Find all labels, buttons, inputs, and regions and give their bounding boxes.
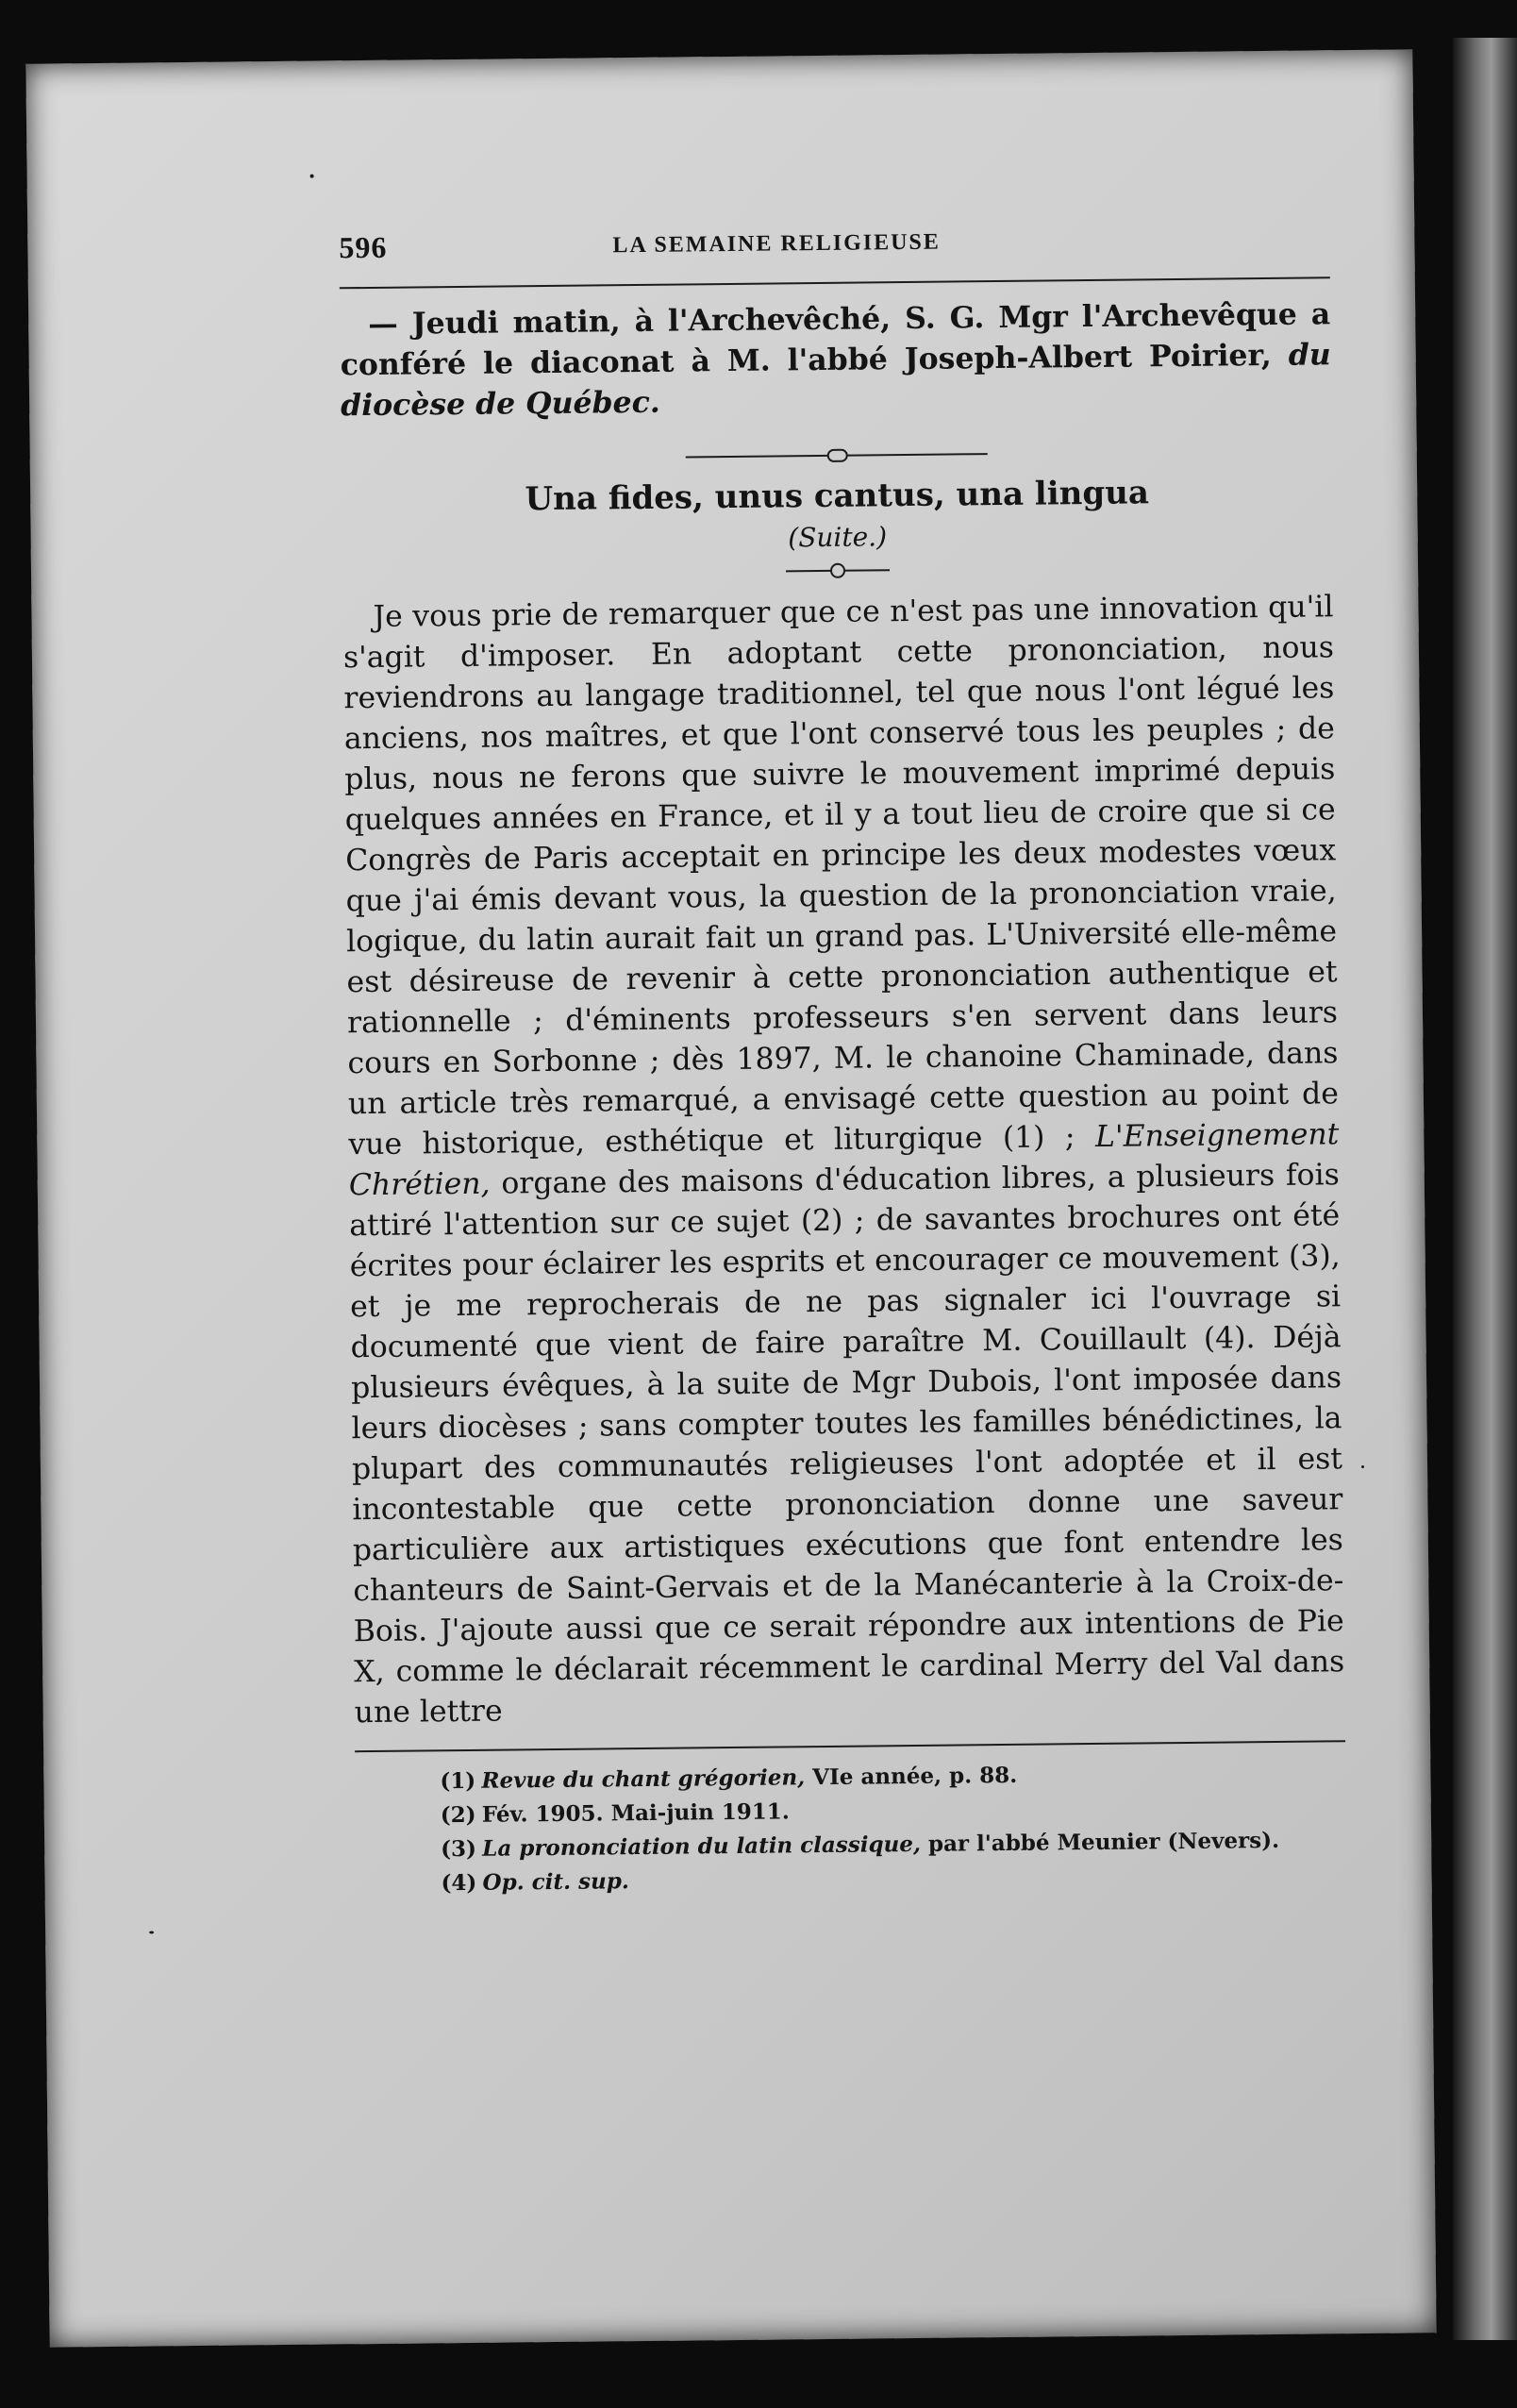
announcement-diocese: du diocèse de Québec.: [340, 337, 1331, 424]
adjacent-page-edge: [1453, 38, 1517, 2340]
dust-speck: [310, 175, 314, 178]
page-content: [339, 220, 1346, 1901]
journal-title: LA SEMAINE RELIGIEUSE: [612, 229, 941, 259]
footnote-text: par l'abbé Meunier (Nevers).: [920, 1827, 1280, 1857]
footnote-mark: (4): [441, 1869, 477, 1897]
separator-circle: [830, 563, 845, 578]
announcement-text: — Jeudi matin, à l'Archevêché, S. G. Mgr l'Archevêque a conféré le diaconat à M. l'abbé Joseph-Albert Poirier,: [340, 296, 1331, 383]
footnote-source: Revue du chant grégorien,: [481, 1764, 806, 1794]
body-journal-name: L'Enseignement Chrétien,: [348, 1117, 1340, 1203]
title-separator: [786, 560, 890, 579]
body-part-1: Je vous prie de remarquer que ce n'est pas une innovation qu'il s'agit d'imposer. En adoptant cette prononciation, nous reviendrons au langage traditionnel, tel que nous l'ont légué les anciens, nos maîtres, et que l'ont conservé tous les peuples ; de plus, nous ne ferons que suivre le mouvement imprimé depuis quelques années en France, et il y a tout lieu de croire que si ce Congrès de Paris acceptait en principe les deux modestes vœux que j'ai émis devant vous, la question de la prononciation vraie, logique, du latin aurait fait un grand pas. L'Université elle-même est désireuse de revenir à cette prononciation authentique et rationnelle ; d'éminents professeurs s'en servent dans leurs cours en Sorbonne ; dès 1897, M. le chanoine Chaminade, dans un article très remarqué, a envisagé cette question au point de vue historique, esthétique et liturgique (1) ;: [342, 590, 1340, 1162]
section-ornament: [686, 447, 988, 463]
ornament-knot: [827, 449, 848, 462]
footnote-text: Fév. 1905. Mai-juin 1911.: [481, 1798, 790, 1828]
footnote-source: Op. cit. sup.: [482, 1868, 629, 1896]
body-part-2: organe des maisons d'éducation libres, a plusieurs fois attiré l'attention sur ce sujet (2) ; de savantes brochures ont été écrites pour éclairer les esprits et encourager ce mouvement (3), et je me reprocherais de ne pas signaler ici l'ouvrage si documenté que vient de faire paraître M. Couillault (4). Déjà plusieurs évêques, à la suite de Mgr Dubois, l'ont imposée dans leurs diocèses ; sans compter toutes les familles bénédictines, la plupart des communautés religieuses l'ont adoptée et il est incontestable que cette prononciation donne une saveur particulière aux artistiques exécutions que font entendre les chanteurs de Saint-Gervais et de la Manécanterie à la Croix-de-Bois. J'ajoute aussi que ce serait répondre aux intentions de Pie X, comme le déclarait récemment le cardinal Merry del Val dans une lettre: [349, 1158, 1345, 1731]
scanned-page: [25, 49, 1436, 2347]
article-title: Una fides, unus cantus, una lingua: [525, 474, 1150, 519]
page-number: 596: [339, 229, 388, 265]
running-head: [339, 220, 1330, 287]
footnote-mark: (1): [440, 1767, 476, 1795]
footnote-mark: (2): [440, 1801, 476, 1829]
footnote-mark: (3): [441, 1835, 477, 1863]
dust-speck: [1361, 1465, 1364, 1468]
footnote-source: La prononciation du latin classique,: [482, 1831, 922, 1862]
footnotes: [355, 1755, 1346, 1901]
footnote-rule: [355, 1740, 1345, 1752]
dust-speck: [149, 1931, 154, 1933]
article-body: [342, 587, 1345, 1733]
article-subtitle: (Suite.): [788, 521, 888, 554]
footnote-text: VIe année, p. 88.: [805, 1762, 1018, 1791]
ordination-announcement: [340, 293, 1331, 426]
